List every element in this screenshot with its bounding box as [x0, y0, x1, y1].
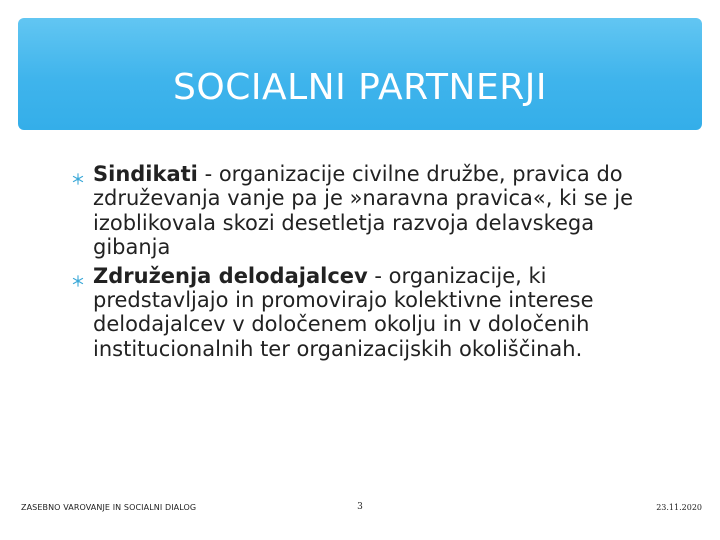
footer-course-title: ZASEBNO VAROVANJE IN SOCIALNI DIALOG	[21, 503, 197, 512]
bullet-item-zdruzenja-delodajalcev	[70, 264, 670, 362]
footer-date: 23.11.2020	[656, 503, 702, 512]
asterisk-icon	[72, 166, 84, 178]
bullet-term: Sindikati	[93, 162, 198, 186]
asterisk-icon	[72, 268, 84, 280]
bullet-text: - organizacije, ki predstavljajo in promovirajo kolektivne interese delodajalcev v določenem okolju in v določenih institucionalnih ter organizacijskih okoliščinah.	[93, 263, 594, 361]
bullet-item-sindikati	[70, 162, 670, 260]
slide-title: SOCIALNI PARTNERJI	[173, 67, 547, 108]
title-band	[18, 18, 702, 130]
slide-content	[70, 162, 670, 365]
bullet-text: - organizacije civilne družbe, pravica do združevanja vanje pa je »naravna pravica«, ki se je izoblikovala skozi desetletja razvoja delavskega gibanja	[93, 162, 634, 260]
page-number: 3	[357, 502, 363, 512]
bullet-term: Združenja delodajalcev	[93, 263, 368, 288]
